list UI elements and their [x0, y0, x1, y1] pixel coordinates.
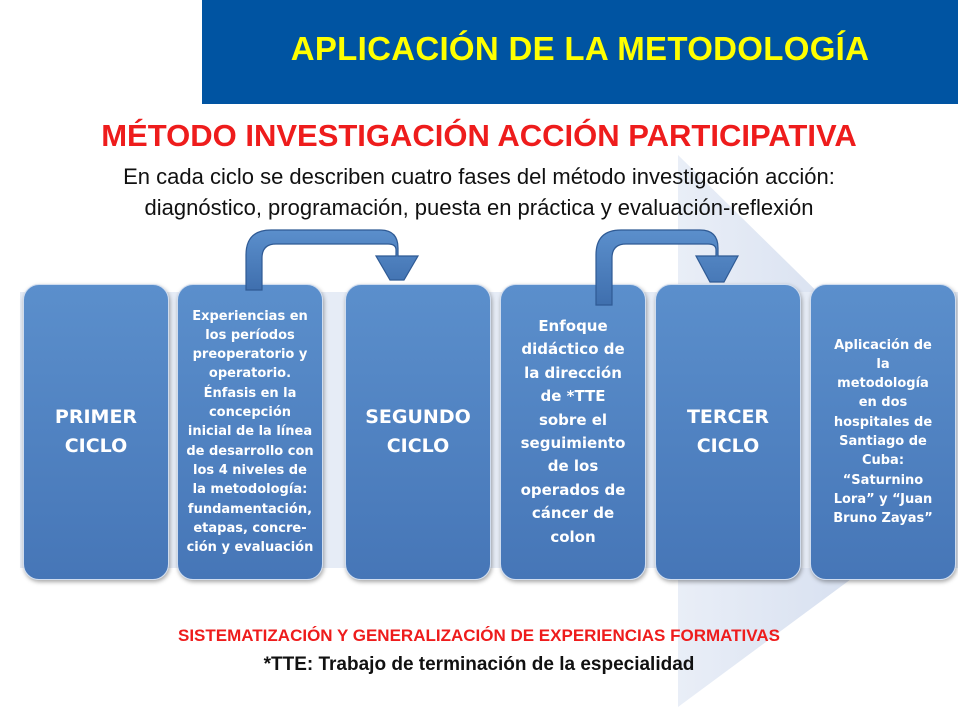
box-tercer-ciclo-text: TERCER CICLO	[686, 406, 770, 457]
footer-sistematizacion: SISTEMATIZACIÓN Y GENERALIZACIÓN DE EXPERIENCIAS FORMATIVAS	[178, 626, 780, 645]
box-aplicacion-text: Aplicación de la metodología en dos hospitales de Santiago de Cuba: “Saturnino Lora” y “Juan Bruno Zayas”	[833, 337, 933, 527]
box-segundo-ciclo-text: SEGUNDO CICLO	[365, 406, 471, 457]
intro-line-2: diagnóstico, programación, puesta en práctica y evaluación-reflexión	[144, 195, 814, 220]
intro-line-1: En cada ciclo se describen cuatro fases del método investigación acción:	[123, 164, 835, 189]
arrow-icon-segundo-to-tercer	[596, 230, 738, 305]
box-experiencias-text: Experiencias en los períodos preoperatorio y operatorio. Énfasis en la concepción inicial de la línea de desarrollo con los 4 niveles de la metodología: fundamentación, etapas, concre- ción y evaluación	[186, 308, 314, 556]
page-title: APLICACIÓN DE LA METODOLOGÍA	[290, 30, 870, 67]
arrow-icon-primer-to-segundo	[246, 230, 418, 290]
box-enfoque-text: Enfoque didáctico de la dirección de *TTE sobre el seguimiento de los operados de cáncer de colon	[520, 316, 626, 546]
method-title: MÉTODO INVESTIGACIÓN ACCIÓN PARTICIPATIVA	[101, 118, 857, 153]
footer-tte-note: *TTE: Trabajo de terminación de la especialidad	[263, 654, 695, 675]
box-primer-ciclo-text: PRIMER CICLO	[54, 406, 138, 457]
